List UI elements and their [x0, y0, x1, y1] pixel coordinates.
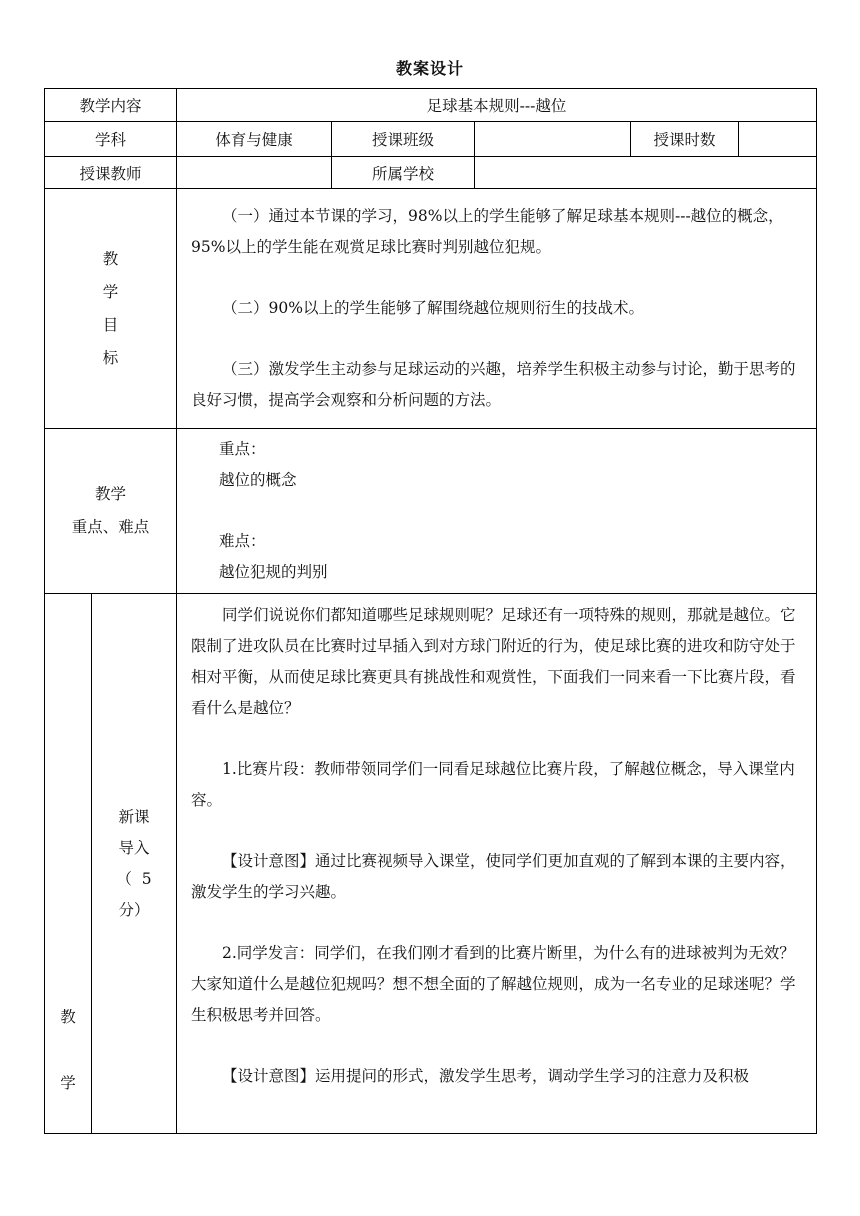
- objectives-label-char: 标: [102, 348, 119, 367]
- content-label: 教学内容: [45, 89, 177, 122]
- key-point-text: 越位的概念: [219, 471, 297, 489]
- objectives-label-char: 教: [102, 249, 119, 268]
- class-value: [475, 122, 631, 157]
- key-points-label-line1: 教学: [95, 485, 127, 503]
- lesson-plan-table: [44, 88, 817, 1134]
- objectives-label: [45, 189, 177, 429]
- objectives-label-char: 学: [102, 282, 119, 301]
- section-label-line2: 导入: [118, 838, 150, 857]
- key-points-label: [45, 429, 177, 594]
- process-paragraph-3: 【设计意图】通过比赛视频导入课堂，使同学们更加直观的了解到本课的主要内容，激发学生的学习兴趣。: [191, 852, 796, 901]
- teacher-label: 授课教师: [45, 157, 177, 189]
- document-title: 教案设计: [395, 59, 464, 78]
- objective-2: （二）90%以上的学生能够了解围绕越位规则衍生的技战术。: [222, 299, 644, 317]
- hours-value: [739, 122, 817, 157]
- teacher-value: [177, 157, 332, 189]
- section-label-line3: （ 5: [116, 869, 152, 888]
- objective-3: （三）激发学生主动参与足球运动的兴趣，培养学生积极主动参与讨论，勤于思考的良好习惯，提高学会观察和分析问题的方法。: [191, 360, 796, 409]
- process-outer-char: 学: [60, 1074, 76, 1092]
- process-outer-char: 教: [60, 1008, 76, 1026]
- school-label: 所属学校: [332, 157, 475, 189]
- process-paragraph-1: 同学们说说你们都知道哪些足球规则呢？足球还有一项特殊的规则，那就是越位。它限制了进攻队员在比赛时过早插入到对方球门附近的行为，使足球比赛的进攻和防守处于相对平衡，从而使足球比赛更具有挑战性和观赏性，下面我们一同来看一下比赛片段，看看什么是越位？: [191, 606, 796, 717]
- key-points-label-line2: 重点、难点: [71, 518, 150, 536]
- section-label-line1: 新课: [118, 807, 150, 826]
- row-process: [45, 594, 817, 1134]
- class-label: 授课班级: [332, 122, 475, 157]
- hours-label: 授课时数: [631, 122, 739, 157]
- row-subject: [45, 122, 817, 157]
- subject-label: 学科: [45, 122, 177, 157]
- process-outer-label: [45, 594, 92, 1134]
- key-points-content: [177, 429, 817, 594]
- objectives-label-char: 目: [102, 315, 119, 334]
- hard-point-title: 难点：: [219, 532, 266, 550]
- key-point-title: 重点：: [219, 440, 266, 458]
- row-teacher: [45, 157, 817, 189]
- section-label-line4: 分）: [118, 900, 150, 919]
- content-value: 足球基本规则---越位: [177, 89, 817, 122]
- objective-1: （一）通过本节课的学习，98%以上的学生能够了解足球基本规则---越位的概念，95%以上的学生能在观赏足球比赛时判别越位犯规。: [191, 207, 784, 256]
- hard-point-text: 越位犯规的判别: [219, 563, 328, 581]
- subject-value: 体育与健康: [177, 122, 332, 157]
- row-key-points: [45, 429, 817, 594]
- objectives-content: [177, 189, 817, 429]
- process-paragraph-5: 【设计意图】运用提问的形式，激发学生思考，调动学生学习的注意力及积极: [222, 1067, 750, 1085]
- process-paragraph-2: 1.比赛片段：教师带领同学们一同看足球越位比赛片段，了解越位概念，导入课堂内容。: [191, 760, 795, 809]
- school-value: [475, 157, 817, 189]
- row-content: [45, 89, 817, 122]
- process-paragraph-4: 2.同学发言：同学们，在我们刚才看到的比赛片断里，为什么有的进球被判为无效？ 大家知道什么是越位犯规吗？想不想全面的了解越位规则，成为一名专业的足球迷呢？学生积极思考并回答。: [191, 944, 796, 1024]
- row-objectives: [45, 189, 817, 429]
- section-label: [92, 594, 177, 1134]
- process-content: [177, 594, 817, 1134]
